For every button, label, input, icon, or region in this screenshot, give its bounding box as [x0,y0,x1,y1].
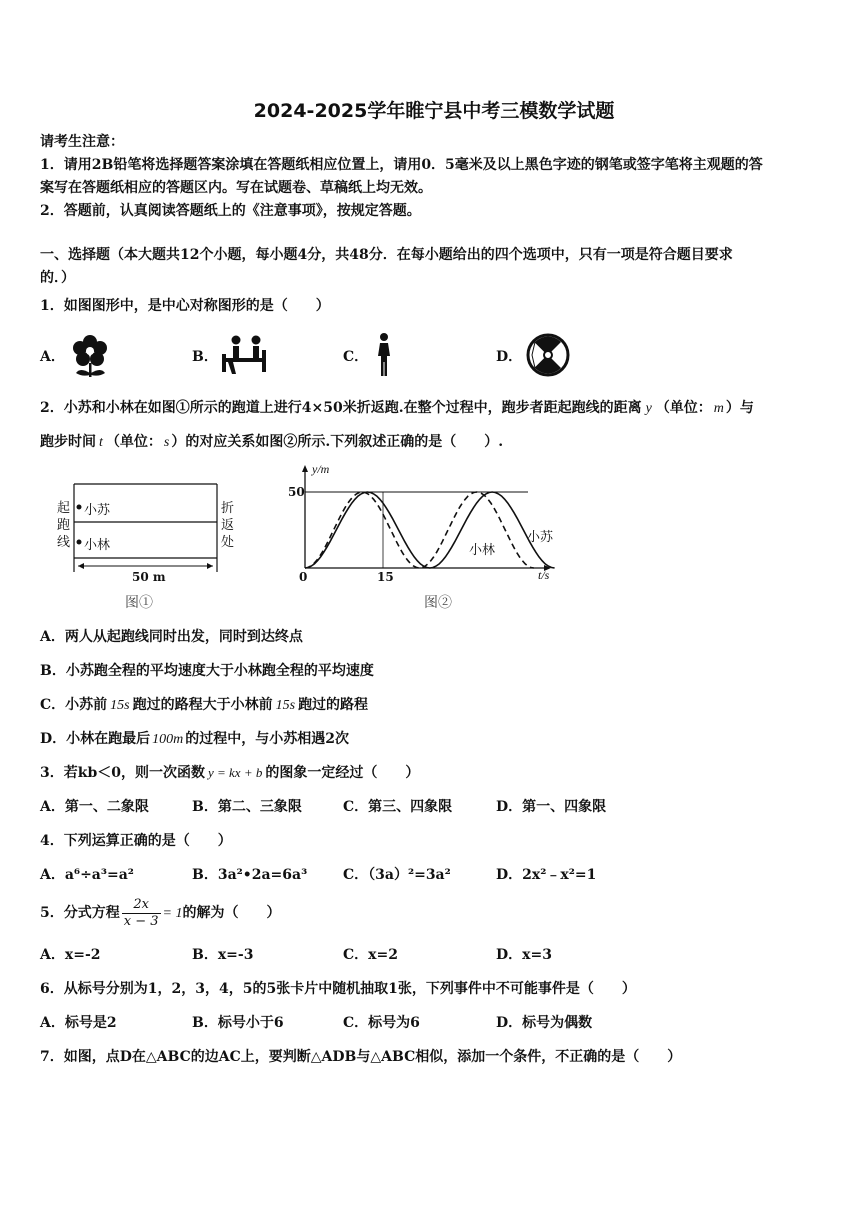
q3-option-d: D．第一、四象限 [496,799,607,815]
flower-icon [70,333,110,379]
q2-option-d: D．小林在跑最后 100m 的过程中，与小苏相遇2次 [40,731,350,747]
lane-su-label: 小苏 [84,503,111,518]
distance-time-graph [296,462,558,587]
q4-option-b: B．3a²•2a=6a³ [192,867,308,883]
origin-label: 0 [299,570,308,584]
x-axis-label: t/s [538,568,550,582]
q3-option-a: A．第一、二象限 [40,799,149,815]
q6-option-a: A．标号是2 [40,1015,117,1031]
q5-option-a: A．x=-2 [40,947,101,963]
page-title: 2024-2025学年睢宁县中考三模数学试题 [253,100,615,122]
fraction: $\frac{2x}{x - 3}$ [123,896,159,929]
q5-option-c: C．x=2 [343,947,398,963]
q7-stem: 7．如图，点D在△ABC的边AC上，要判断△ADB与△ABC相似，添加一个条件，不正确的是（ ） [40,1049,682,1065]
series-lin-line [305,492,534,568]
notice-item-2: 2．答题前，认真阅读答题纸上的《注意事项》，按规定答题。 [40,203,421,219]
q2-option-c: C．小苏前 15s 跑过的路程大于小林前 15s 跑过的路程 [40,697,369,713]
notice-item-1a: 1．请用2B铅笔将选择题答案涂填在答题纸相应位置上，请用0．5毫米及以上黑色字迹的钢笔或签字笔将主观题的答 [40,157,763,173]
q2-stem-line1: 2．小苏和小林在如图①所示的跑道上进行4×50米折返跑.在整个过程中，跑步者距起跑线的距离 y （单位： m ）与 [40,400,754,416]
q4-option-a: A．a⁶÷a³=a² [40,867,134,883]
q6-option-d: D．标号为偶数 [496,1015,593,1031]
q1-option-c-label: C． [343,349,369,365]
q4-stem: 4．下列运算正确的是（ ） [40,833,232,849]
figure-2-caption: 图② [424,595,452,611]
q5-stem: 5．分式方程 $\frac{2x}{x - 3}$ = 1的解为（ ） [40,896,281,929]
section-heading-b: 的．） [40,270,75,286]
q2-option-b: B．小苏跑全程的平均速度大于小林跑全程的平均速度 [40,663,374,679]
notice-heading: 请考生注意： [40,134,124,150]
q1-option-a-label: A． [40,349,65,365]
y-axis-label: y/m [312,462,330,476]
q4-option-d: D．2x²﹣x²=1 [496,867,597,883]
x-tick-15: 15 [377,570,394,584]
turn-point-label: 折 返 处 [221,501,235,550]
section-heading-a: 一、选择题（本大题共12个小题，每小题4分，共48分．在每小题给出的四个选项中，只有一项是符合题目要求 [40,247,733,263]
series-lin-label: 小林 [469,543,496,558]
series-su-label: 小苏 [527,530,554,545]
series-su-line [305,492,555,568]
y-tick-50: 50 [288,485,305,499]
q1-stem: 1．如图图形中，是中心对称图形的是（ ） [40,298,330,314]
q5-option-d: D．x=3 [496,947,552,963]
q1-option-d-label: D． [496,349,523,365]
notice-item-1b: 案写在答题纸相应的答题区内。写在试题卷、草稿纸上均无效。 [40,180,432,196]
woman-icon [372,332,396,378]
circle-pattern-icon [525,332,571,378]
lane-lin-label: 小林 [84,538,111,553]
q2-option-a: A．两人从起跑线同时出发，同时到达终点 [40,629,303,645]
start-line-label: 起 跑 线 [57,501,71,550]
q6-option-c: C．标号为6 [343,1015,420,1031]
q4-option-c: C．（3a）²=3a² [343,867,451,883]
people-sitting-icon [220,334,268,376]
q3-option-c: C．第三、四象限 [343,799,453,815]
q6-option-b: B．标号小于6 [192,1015,284,1031]
q3-stem: 3．若kb＜0，则一次函数 y = kx + b 的图象一定经过（ ） [40,765,420,781]
figure-1-caption: 图① [125,595,153,611]
q3-option-b: B．第二、三象限 [192,799,302,815]
track-width-label: 50 m [132,570,166,584]
q5-option-b: B．x=-3 [192,947,254,963]
q2-stem-line2: 跑步时间 t （单位： s ）的对应关系如图②所示.下列叙述正确的是（ ）. [40,434,504,450]
q1-option-b-label: B． [192,349,218,365]
q6-stem: 6．从标号分别为1，2，3，4，5的5张卡片中随机抽取1张，下列事件中不可能事件是（ ） [40,981,636,997]
